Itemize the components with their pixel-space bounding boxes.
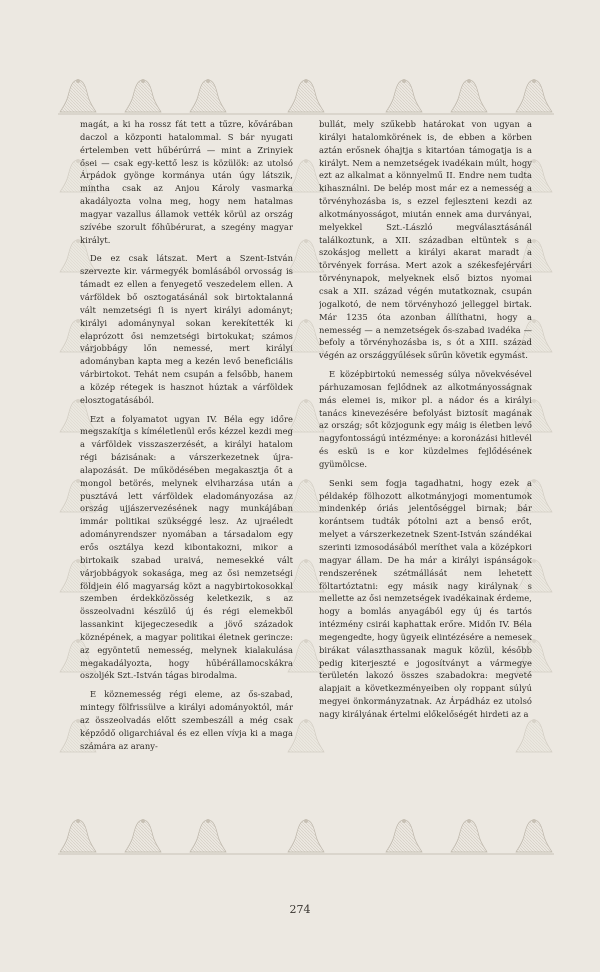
paragraph: Ezt a folyamatot ugyan IV. Béla egy időre megszakítja s kíméletlenül erős kézzel kezdi meg a várföldek visszaszerzését, a királyi hatalom régi bázisának: a várszerkezetnek újra-alapozását. De működésében megakasztja őt a mongol betörés, melynek elviharzása után a pusztává lett várföldek eladományozása az ország ujjászervezésének nagy munkájában immár politikai szükséggé lesz. Az ujraéledt adományrendszer nyomában a társadalom egy erős osztálya kezd kibontakozni, mikor a birtokaik szabad uraivá, nemesekké vált várjobbágyok sokasága, meg az ősi nemzetségi földjein élő magyarság közt a nagybirtokosokkal szemben érdekközösség keletkezik, s az összeolvadni készülő új és régi elemekből lassankint kijegeczesedik a jövő századok köznépének, a magyar politikai életnek gerincze: az egyöntetű nemesség, melynek kialakulása megakadályozta, hogy hűbérállamocskákra oszoljék Szt.-István tágas birodalma. <box>80 413 293 681</box>
paragraph: E középbirtokú nemesség súlya növekvésével párhuzamosan fejlődnek az alkotmányosságnak más elemei is, mikor pl. a nádor és a királyi tanács kinevezésére befolyást biztosít magának az ország; sőt közjogunk egy máig is életben levő nagyfontosságú intézménye: a koronázási hitlevél és eskü is e kor küzdelmes fejlődésének gyümölcse. <box>319 369 532 469</box>
paragraph: E köznemesség régi eleme, az ős-szabad, mintegy fölfrissülve a királyi adományoktól, már az összeolvadás előtt szembeszáll a még csak képződő oligarchiával és ez ellen vívja ki a maga számára az arany- <box>80 689 293 751</box>
left-column <box>80 118 293 840</box>
paragraph: bullát, mely szűkebb határokat von ugyan a királyi hatalomkörének is, de ebben a körben aztán erősnek óhajtja s kitartóan támogatja is a királyt. Nem a nemzetségek ivadékain múlt, hogy ezt az alkalmat a könnyelmű II. Endre nem tudta kihasználni. De belép most már ez a nemesség a törvényhozásba is, s ezzel fejleszteni kezdi az alkotmányosságot, miután ennek ama durványai, melyekkel Szt.-László megválasztásánál találkoztunk, a XII. században eltüntek s a szokásjog mellett a királyi akarat maradt a törvények forrása. Mert azok a székesfejérvári törvénynapok, melyeknek első biztos nyomai csak a XII. század végén mutatkoznak, csupán jogalkotó, de nem törvényhozó jelleggel birtak. Már 1235 óta azonban állíthatni, hogy a nemesség — a nemzetségek ős-szabad ivadéka — befoly a törvényhozásba is, s ót a XIII. század végén az országgyűlések sűrűn követik egymást. <box>319 119 532 361</box>
right-column <box>319 118 532 840</box>
paragraph: Senki sem fogja tagadhatni, hogy ezek a példakép fölhozott alkotmányjogi momentumok mindenkép óriás jelentőséggel birnak; bár korántsem tudták pótolni azt a benső erőt, melyet a várszerkezetnek Szent-István szándékai szerinti izmosodásából meríthet vala a középkori magyar állam. De ha már a királyi ispánságok rendszerének szétmállását nem lehetett föltartóztatni: egy másik nagy királynak s mellette az ősi nemzetségek ivadékainak érdeme, hogy a bomlás anyagából egy új és tartós intézmény csirái kaphattak erőre. Midőn IV. Béla megengedte, hogy ügyeik elintézésére a nemesek birákat választhassanak maguk közül, később pedig kiterjeszté e jogosítványt a vármegye területén lakozó összes szabadokra: megveté alapjait a következményeiben oly roppant súlyú megyei önkormányzatnak. Az Árpádház ez utolsó nagy királyának értelmi előkelőségét hirdeti az a <box>319 477 532 719</box>
two-column-text <box>80 118 532 840</box>
paragraph: magát, a ki ha rossz fát tett a tűzre, kővárában daczol a központi hatalommal. S bár nyugati értelemben vett hűbérúrrá — mint a Zrinyiek ősei — csak egy-kettő lesz is közülök: az utolsó Árpádok gyönge kormánya után úgy látszik, mintha csak az Anjou Károly vasmarka akadályozta volna meg, hogy nem hatalmas magyar vazallus államok vették körül az ország szívébe szorult főhűbérurat, a szegény magyar királyt. <box>80 119 293 245</box>
page-number: 274 <box>289 903 311 916</box>
paragraph: De ez csak látszat. Mert a Szent-István szervezte kir. vármegyék bomlásából orvosság is támadt ez ellen a fenyegető veszedelem ellen. A várföldek bő osztogatásánál sok birtoktalanná vált nemzetségi ſi is nyert királyi adományt; királyi adománynyal sokan kerekítették ki elaprózott ősi nemzetségi birtokukat; számos várjobbágy lőn nemessé, mert királyi adományban kapta meg a kezén levő beneficiális várbirtokot. Tehát nem csupán a felsőbb, hanem a közép rétegek is hasznot húztak a várföldek elosztogatásából. <box>80 253 293 405</box>
